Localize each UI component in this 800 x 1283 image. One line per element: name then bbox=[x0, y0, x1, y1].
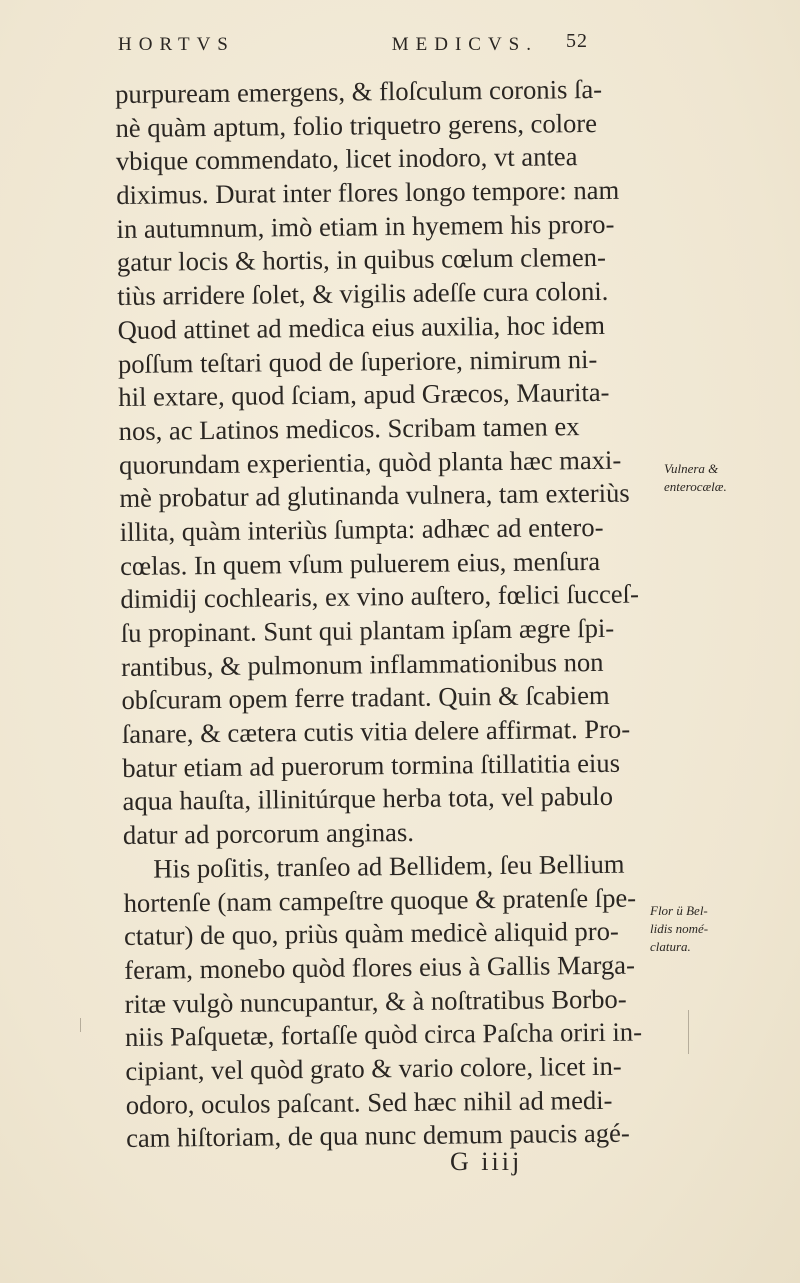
text-line: tiùs arridere ſolet, & vigilis adeſſe cura coloni. bbox=[117, 275, 609, 312]
text-line: nos, ac Latinos medicos. Scribam tamen ex bbox=[118, 411, 580, 446]
text-line: nè quàm aptum, folio triquetro gerens, colore bbox=[115, 107, 598, 143]
text-line: cipiant, vel quòd grato & vario colore, licet in- bbox=[125, 1050, 622, 1086]
text-line: datur ad porcorum anginas. bbox=[122, 817, 415, 851]
text-line: poſſum teſtari quod de ſuperiore, nimirum ni- bbox=[117, 343, 598, 379]
text-line: illita, quàm interiùs ſumpta: adhæc ad entero- bbox=[119, 511, 604, 547]
body-text bbox=[115, 73, 651, 1156]
margin-note-line: Flor ü Bel- bbox=[650, 903, 708, 918]
page-number: 52 bbox=[566, 30, 588, 52]
text-line: rantibus, & pulmonum inflammationibus non bbox=[121, 646, 604, 682]
text-line: ſu propinant. Sunt qui plantam ipſam ægre ſpi- bbox=[120, 612, 615, 648]
text-line: cœlas. In quem vſum puluerem eius, menſura bbox=[119, 545, 601, 581]
margin-note-line: lidis nomé- bbox=[650, 921, 709, 936]
text-line: ctatur) de quo, priùs quàm medicè aliquid pro- bbox=[123, 915, 619, 952]
margin-note-bellidis bbox=[650, 902, 770, 956]
paper-mark bbox=[688, 1010, 689, 1054]
text-line-paragraph-start: His poſitis, tranſeo ad Bellidem, ſeu Bellium bbox=[153, 848, 625, 884]
text-line: ritæ vulgò nuncupantur, & à noſtratibus Borbo- bbox=[124, 983, 627, 1019]
text-line: obſcuram opem ferre tradant. Quin & ſcabiem bbox=[121, 680, 610, 716]
text-line: hil extare, quod ſciam, apud Græcos, Maurita- bbox=[118, 377, 610, 413]
text-line: cam hiſtoriam, de qua nunc demum paucis agé- bbox=[125, 1117, 630, 1154]
running-head-title-1: HORTVS bbox=[118, 34, 235, 55]
margin-note-line: Vulnera & bbox=[664, 461, 719, 476]
text-line: vbique commendato, licet inodoro, vt antea bbox=[115, 141, 578, 177]
margin-note-line: clatura. bbox=[650, 939, 691, 954]
margin-note-vulnera bbox=[664, 460, 774, 496]
text-line: Quod attinet ad medica eius auxilia, hoc idem bbox=[117, 309, 606, 345]
text-line: purpuream emergens, & floſculum coronis ſa- bbox=[115, 73, 603, 109]
running-head bbox=[118, 30, 598, 56]
text-line: ſanare, & cætera cutis vitia delere affirmat. Pro- bbox=[121, 713, 631, 750]
paper-mark bbox=[80, 1018, 81, 1032]
text-line: hortenſe (nam campeſtre quoque & pratenſe ſpe- bbox=[123, 882, 637, 918]
text-line: odoro, oculos paſcant. Sed hæc nihil ad medi- bbox=[125, 1084, 613, 1120]
running-head-title-2: MEDICVS. bbox=[391, 34, 538, 55]
text-line: dimidij cochlearis, ex vino auſtero, fœlici ſucceſ- bbox=[120, 578, 639, 615]
text-line: in autumnum, imò etiam in hyemem his proro- bbox=[116, 208, 615, 244]
margin-note-line: enterocælæ. bbox=[664, 479, 727, 494]
text-line: feram, monebo quòd flores eius à Gallis Marga- bbox=[124, 949, 636, 985]
text-line: niis Paſquetæ, fortaſſe quòd circa Paſcha oriri in- bbox=[124, 1016, 643, 1053]
text-line: gatur locis & hortis, in quibus cœlum clemen- bbox=[116, 242, 607, 278]
signature-mark: G iiij bbox=[450, 1147, 523, 1176]
text-line: batur etiam ad puerorum tormina ſtillatitia eius bbox=[122, 747, 621, 783]
text-line: aqua hauſta, illinitúrque herba tota, vel pabulo bbox=[122, 781, 614, 817]
text-line: mè probatur ad glutinanda vulnera, tam exteriùs bbox=[119, 477, 630, 514]
text-line: quorundam experientia, quòd planta hæc maxi- bbox=[118, 444, 622, 480]
text-line: diximus. Durat inter flores longo tempore: nam bbox=[116, 174, 620, 211]
